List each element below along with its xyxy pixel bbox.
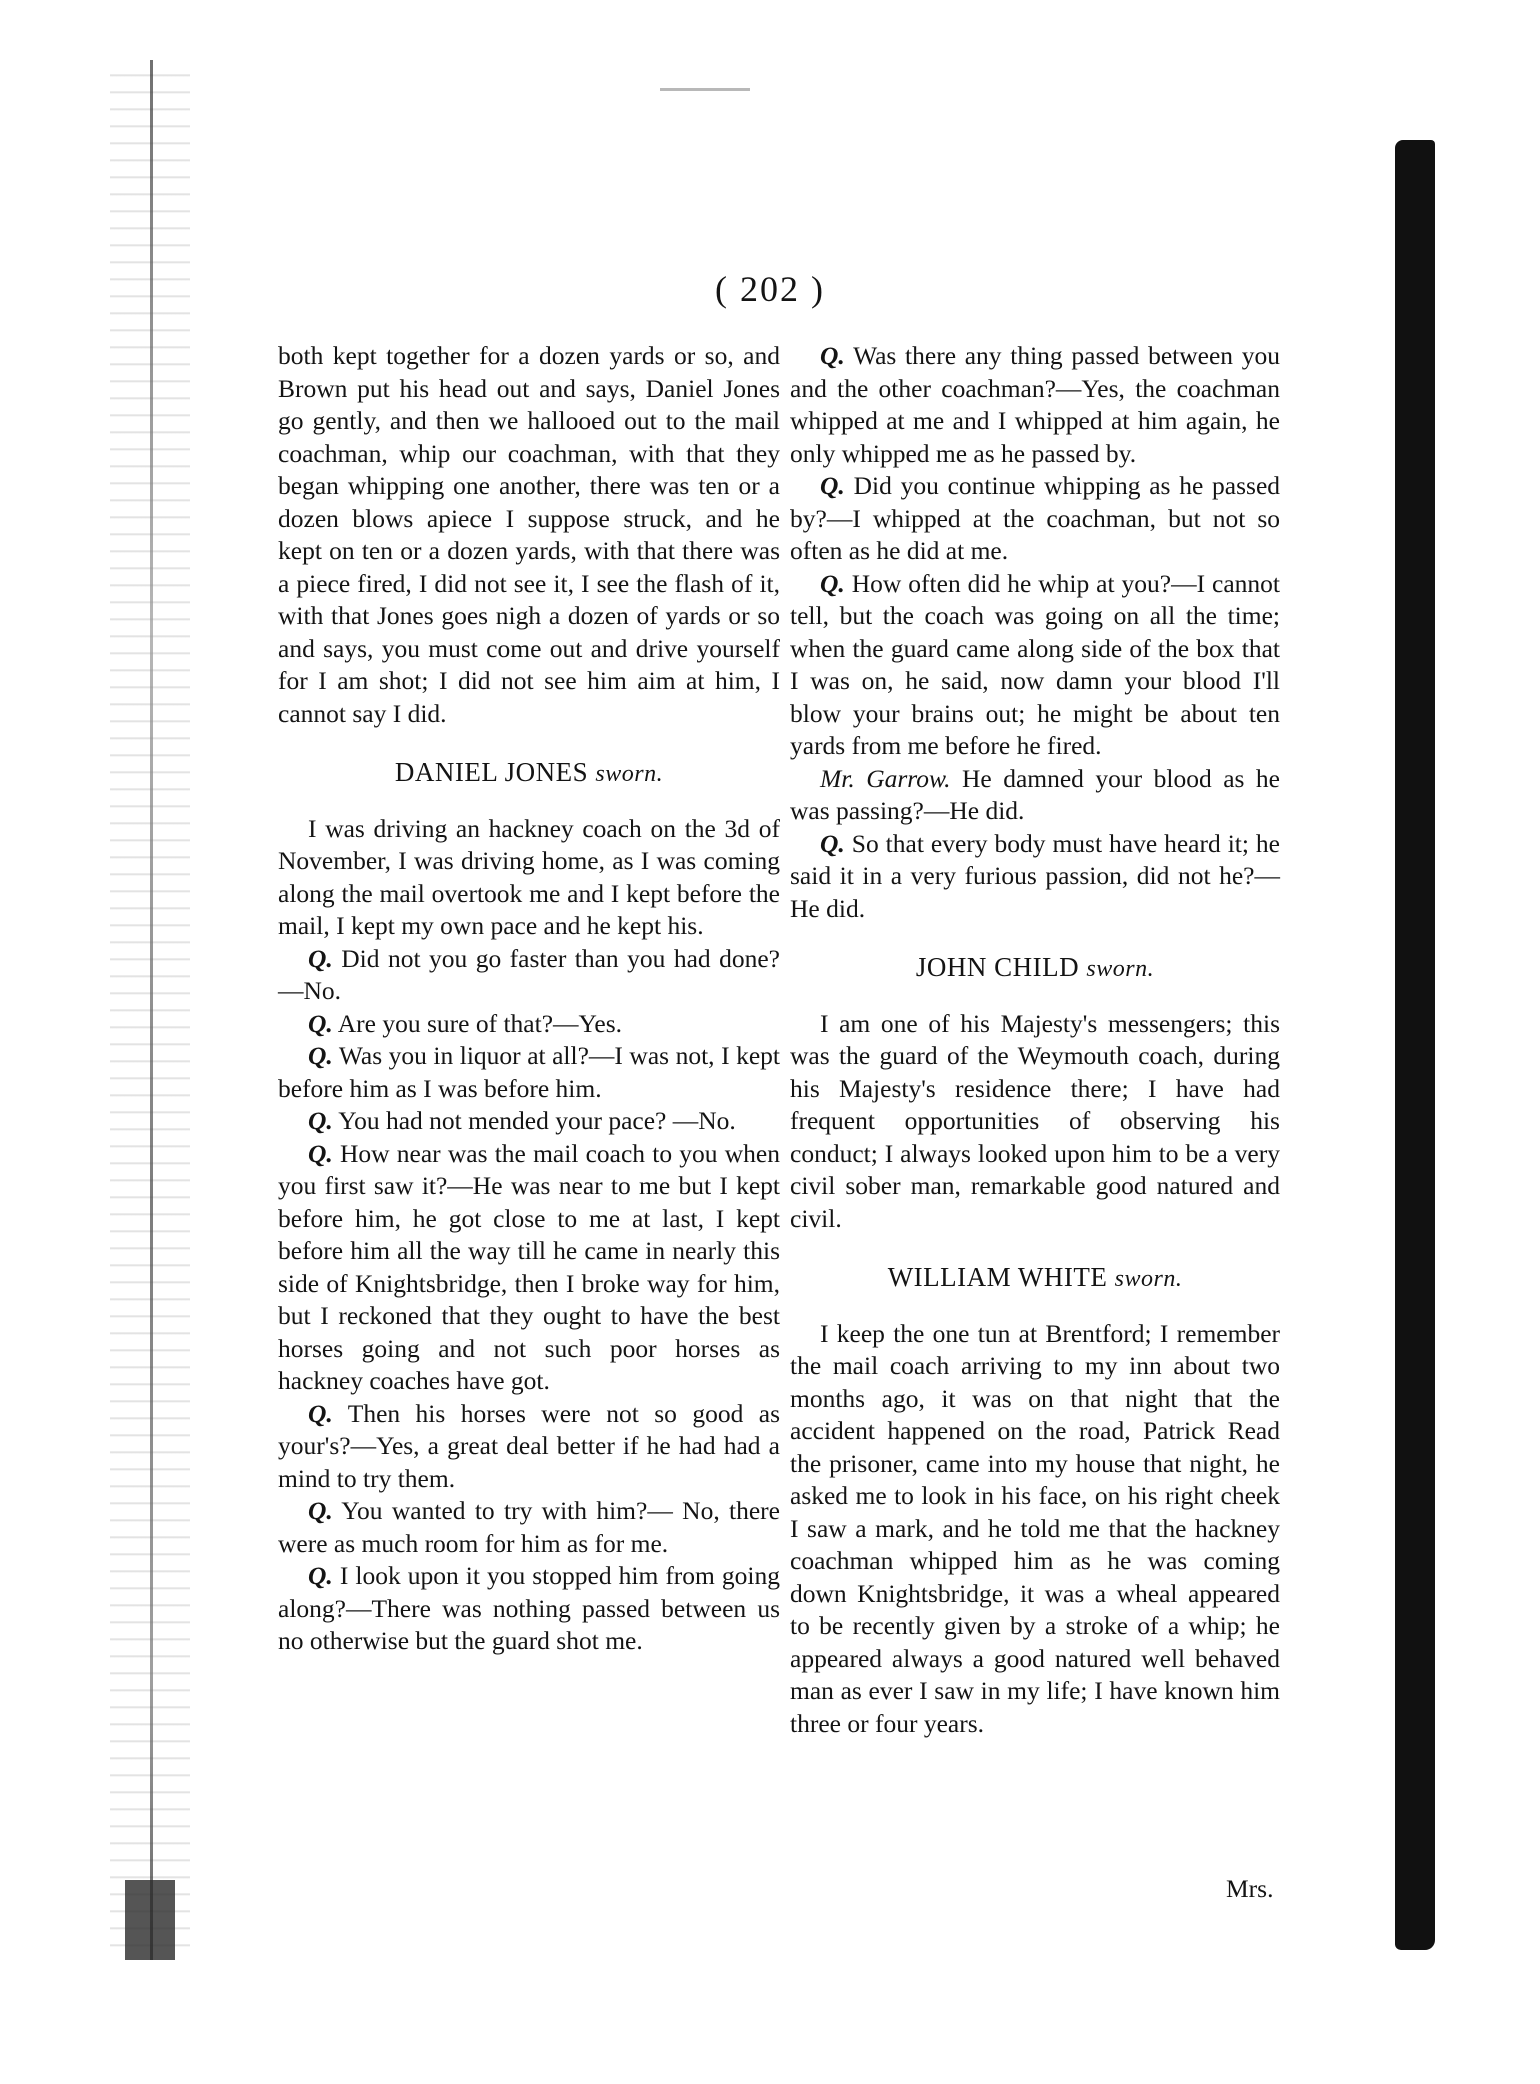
question-answer: Q. Was there any thing passed between you and the other coachman?—Yes, the coachman whipped at me and I whipped at him again, he only whipped me as he passed by. xyxy=(790,341,1281,468)
paragraph: I keep the one tun at Brentford; I remember the mail coach arriving to my inn about two months ago, it was on that night that the accident happened on the road, Patrick Read the prisoner, came into my house that night, he asked me to look in his face, on his right cheek I saw a mark, and he told me that the hackney coachman whipped him as he was coming down Knightsbridge, it was a wheal appeared to be recently given by a stroke of a whip; he appeared always a good natured well behaved man as ever I saw in my life; I have known him three or four years. xyxy=(790,1318,1280,1738)
paragraph: I was driving an hackney coach on the 3d of November, I was driving home, as I was coming along the mail overtook me and I kept before the mail, I kept my own pace and he kept his. xyxy=(278,813,780,940)
q-mark: Q. xyxy=(308,1496,333,1525)
witness-heading xyxy=(790,951,1280,986)
q-mark: Q. xyxy=(820,341,845,370)
q-mark: Q. xyxy=(308,1041,333,1070)
right-column xyxy=(790,340,1280,1740)
witness-name: JOHN CHILD xyxy=(915,952,1080,982)
sworn-label: sworn. xyxy=(1114,1266,1183,1292)
q-mark: Q. xyxy=(820,828,845,858)
question-answer: Q. You wanted to try with him?— No, there were as much room for him as for me. xyxy=(278,1496,780,1558)
scan-mark xyxy=(660,88,750,91)
question-answer: Q. Are you sure of that?—Yes. xyxy=(308,1008,623,1038)
page-edge-shadow xyxy=(1395,140,1435,1950)
question-answer: Q. Did you continue whipping as he passed by?—I whipped at the coachman, but not so often as he did at me. xyxy=(790,471,1281,565)
sworn-label: sworn. xyxy=(1086,956,1155,982)
question-answer: Q. How often did he whip at you?—I cannot tell, but the coach was going on all the time; when the guard came along side of the box that I was on, he said, now damn your blood I'll blow your brains out; he might be about ten yards from me before he fired. xyxy=(790,568,1281,760)
binding-edge xyxy=(150,60,153,1960)
q-mark: Q. xyxy=(308,1106,333,1135)
witness-name: DANIEL JONES xyxy=(394,757,589,787)
counsel-name: Mr. Garrow. xyxy=(820,763,951,793)
question-answer: Q. Did not you go faster than you had done?—No. xyxy=(278,943,781,1005)
scan-blot xyxy=(125,1880,175,1960)
q-mark: Q. xyxy=(820,471,845,500)
q-mark: Q. xyxy=(308,1008,333,1038)
q-mark: Q. xyxy=(308,1398,333,1428)
question-answer: Q. How near was the mail coach to you when you first saw it?—He was near to me but I kept before him, he got close to me at last, I kept before him all the way till he came in nearly this side of Knightsbridge, then I broke way for him, but I reckoned that they ought to have the best horses going and not such poor horses as hackney coaches have got. xyxy=(278,1138,780,1395)
question-answer: Q. Was you in liquor at all?—I was not, I kept before him as I was before him. xyxy=(278,1041,780,1103)
paragraph: I am one of his Majesty's messengers; this was the guard of the Weymouth coach, during his Majesty's residence there; I have had frequent opportunities of observing his conduct; I always looked upon him to be a very civil sober man, remarkable good natured and civil. xyxy=(790,1008,1280,1233)
left-column xyxy=(278,340,780,1658)
witness-name: WILLIAM WHITE xyxy=(887,1262,1108,1292)
sworn-label: sworn. xyxy=(595,761,664,787)
catchword: Mrs. xyxy=(1226,1874,1274,1903)
question-answer: Q. I look upon it you stopped him from going along?—There was nothing passed between us no otherwise but the guard shot me. xyxy=(278,1561,781,1655)
witness-heading xyxy=(790,1261,1280,1296)
question-answer: Q. Then his horses were not so good as your's?—Yes, a great deal better if he had had a mind to try them. xyxy=(278,1398,780,1493)
q-mark: Q. xyxy=(308,1138,333,1168)
witness-heading xyxy=(278,756,780,791)
q-mark: Q. xyxy=(308,943,333,973)
page-number: ( 202 ) xyxy=(715,269,825,309)
counsel-question: Mr. Garrow. He damned your blood as he was passing?—He did. xyxy=(790,763,1281,825)
question-answer: Q. You had not mended your pace? —No. xyxy=(308,1106,736,1135)
q-mark: Q. xyxy=(308,1561,333,1590)
q-mark: Q. xyxy=(820,568,845,598)
paragraph: both kept together for a dozen yards or so, and Brown put his head out and says, Daniel Jones go gently, and then we hallooed out to the mail coachman, whip our coachman, with that they began whipping one another, there was ten or a dozen blows apiece I suppose struck, and he kept on ten or a dozen yards, with that there was a piece fired, I did not see it, I see the flash of it, with that Jones goes nigh a dozen of yards or so and says, you must come out and drive yourself for I am shot; I did not see him aim at him, I cannot say I did. xyxy=(278,341,780,728)
question-answer: Q. So that every body must have heard it; he said it in a very furious passion, did not he?—He did. xyxy=(790,828,1280,923)
